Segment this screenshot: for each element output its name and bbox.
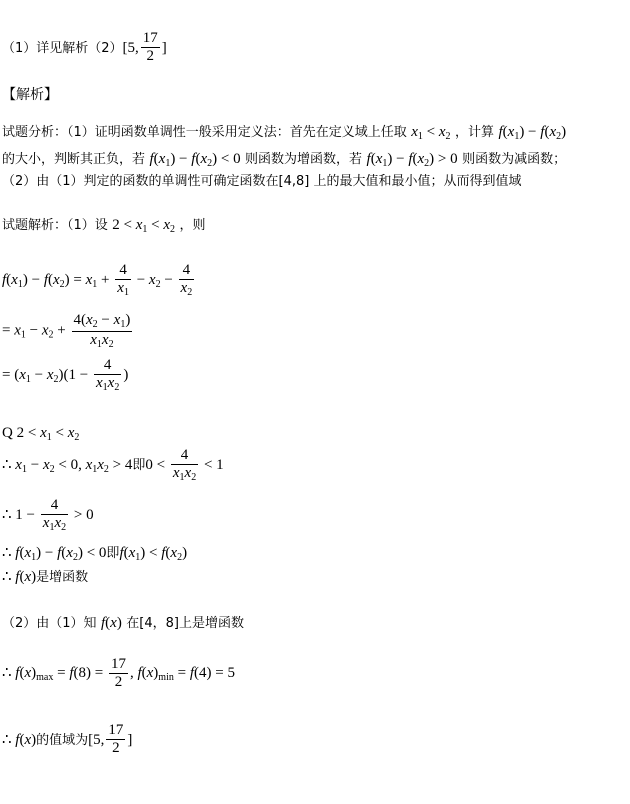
therefore-line-3: ∴ $f(x_1) - f(x_2) < 0$即$f(x_1) < f(x_2)$ [2, 545, 188, 563]
equation-step-3: = $(x_1 - x_2)(1$ − $\frac{4}{x_1x_2}$ ) [2, 357, 129, 394]
answer-interval-close: ] [161, 39, 167, 56]
max-min-line: ∴ $f(x)_{max} = f(8)$ = $\frac{17}{2}$ , $f(x)_{min} = f(4) = 5$ [2, 656, 235, 691]
analysis-line-2: 的大小，判断其正负，若 $f(x_1) - f(x_2) < 0$ 则函数为增函数，若 $f(x_1) - f(x_2) > 0$ 则函数为减函数； [2, 151, 567, 169]
since-line: Q $2 < x_1 < x_2$ [2, 425, 80, 443]
analysis-line-3: （2）由（1）判定的函数的单调性可确定函数在[4,8] 上的最大值和最小值；从而得到值域 [2, 174, 522, 189]
therefore-line-1: ∴ $x_1 - x_2 < 0$, $x_1x_2 > 4$即0 < $\frac{4}{x_1x_2}$ < 1 [2, 447, 224, 484]
equation-step-2: = $x_1 - x_2$ + $\frac{4(x_2 - x_1)}{x_1x_2}$ [2, 312, 131, 350]
answer-interval-open: [5, [122, 39, 139, 56]
answer-line [2, 30, 167, 66]
answer-fraction: $\frac{17}{2}$ [142, 30, 158, 65]
equation-difference: $f(x_1) - f(x_2) = x_1$ + $\frac{4}{x_1}$ − $x_2$ − $\frac{4}{x_2}$ [2, 262, 193, 299]
analysis-line-1: 试题分析：（1）证明函数单调性一般采用定义法：首先在定义域上任取 $x_1 < x_2$ ，计算 $f(x_1) - f(x_2)$ [2, 124, 567, 142]
analysis-heading: 【解析】 [2, 87, 58, 103]
solution-intro: 试题解析：（1）设 $2 < x_1 < x_2$ ，则 [2, 217, 206, 235]
therefore-line-2: ∴ 1 − $\frac{4}{x_1x_2}$ > 0 [2, 497, 94, 534]
range-line: ∴ f(x)的值域为[5, $\frac{17}{2}$ ] [2, 722, 133, 757]
answer-part1: （1）详见解析（2） [2, 40, 123, 56]
part2-line: （2）由（1）知 f(x) 在[4，8]上是增函数 [2, 615, 244, 631]
therefore-line-4: ∴ f(x)是增函数 [2, 569, 89, 585]
